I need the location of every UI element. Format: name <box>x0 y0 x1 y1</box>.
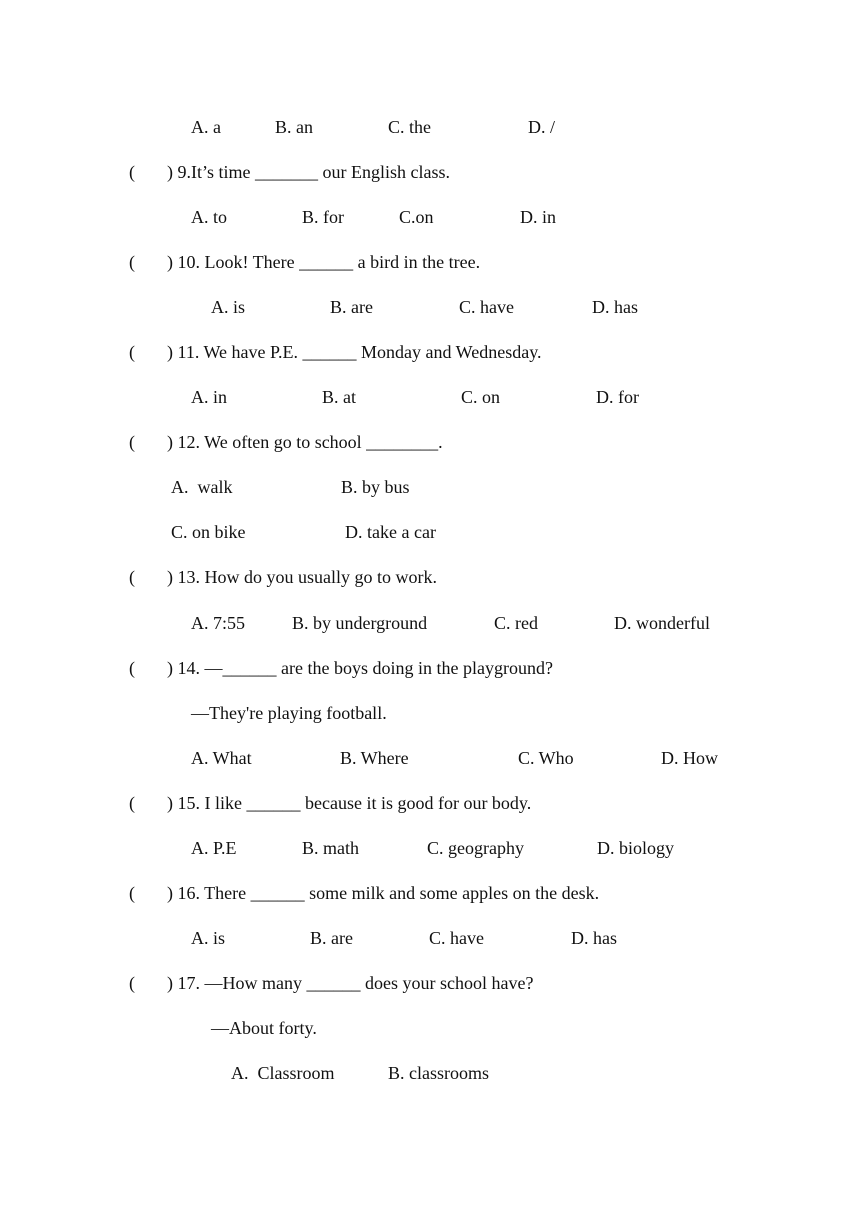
q17-stem: ) 17. —How many ______ does your school have? <box>167 973 534 993</box>
q15-option-b: B. math <box>302 838 359 858</box>
q11-option-a: A. in <box>191 387 227 407</box>
q9-option-d: D. in <box>520 207 556 227</box>
q14-option-b: B. Where <box>340 748 409 768</box>
q9-option-a: A. to <box>191 207 227 227</box>
q16-option-c: C. have <box>429 928 484 948</box>
q8-option-a: A. a <box>191 117 221 137</box>
q16-option-a: A. is <box>191 928 226 948</box>
q14-option-c: C. Who <box>518 748 574 768</box>
q10-option-a: A. is <box>211 297 246 317</box>
q9-option-c: C.on <box>399 207 434 227</box>
q17-answer-paren: ( <box>129 973 135 993</box>
q14-option-d: D. How <box>661 748 718 768</box>
q16-option-b: B. are <box>310 928 353 948</box>
q11-option-c: C. on <box>461 387 501 407</box>
q8-option-c: C. the <box>388 117 431 137</box>
q9-option-b: B. for <box>302 207 344 227</box>
q13-option-a: A. 7:55 <box>191 613 245 633</box>
q14-dialogue-reply: —They're playing football. <box>191 703 387 723</box>
q14-answer-paren: ( <box>129 658 135 678</box>
q8-option-d: D. / <box>528 117 555 137</box>
q14-stem: ) 14. —______ are the boys doing in the playground? <box>167 658 553 678</box>
q12-option-c: C. on bike <box>171 522 246 542</box>
q12-option-a: A. walk <box>171 477 233 497</box>
q13-stem: ) 13. How do you usually go to work. <box>167 567 437 587</box>
q8-option-b: B. an <box>275 117 313 137</box>
q12-stem: ) 12. We often go to school ________. <box>167 432 443 452</box>
q9-answer-paren: ( <box>129 162 135 182</box>
q12-option-d: D. take a car <box>345 522 436 542</box>
q13-option-b: B. by underground <box>292 613 428 633</box>
q17-dialogue-reply: —About forty. <box>211 1018 317 1038</box>
q15-option-a: A. P.E <box>191 838 237 858</box>
q13-answer-paren: ( <box>129 567 135 587</box>
q17-option-b: B. classrooms <box>388 1063 489 1083</box>
q13-option-d: D. wonderful <box>614 613 710 633</box>
q11-option-d: D. for <box>596 387 639 407</box>
q10-answer-paren: ( <box>129 252 135 272</box>
q16-answer-paren: ( <box>129 883 135 903</box>
q12-option-b: B. by bus <box>341 477 410 497</box>
q15-option-d: D. biology <box>597 838 675 858</box>
q16-option-d: D. has <box>571 928 617 948</box>
q15-stem: ) 15. I like ______ because it is good for our body. <box>167 793 532 813</box>
q17-option-a: A. Classroom <box>231 1063 335 1083</box>
q11-stem: ) 11. We have P.E. ______ Monday and Wednesday. <box>167 342 542 362</box>
q11-answer-paren: ( <box>129 342 135 362</box>
q12-answer-paren: ( <box>129 432 135 452</box>
q10-option-c: C. have <box>459 297 514 317</box>
q10-option-d: D. has <box>592 297 638 317</box>
q11-option-b: B. at <box>322 387 356 407</box>
q10-stem: ) 10. Look! There ______ a bird in the tree. <box>167 252 481 272</box>
q9-stem: ) 9.It’s time _______ our English class. <box>167 162 450 182</box>
q10-option-b: B. are <box>330 297 373 317</box>
q15-answer-paren: ( <box>129 793 135 813</box>
q14-option-a: A. What <box>191 748 252 768</box>
q15-option-c: C. geography <box>427 838 524 858</box>
q13-option-c: C. red <box>494 613 538 633</box>
q16-stem: ) 16. There ______ some milk and some apples on the desk. <box>167 883 600 903</box>
